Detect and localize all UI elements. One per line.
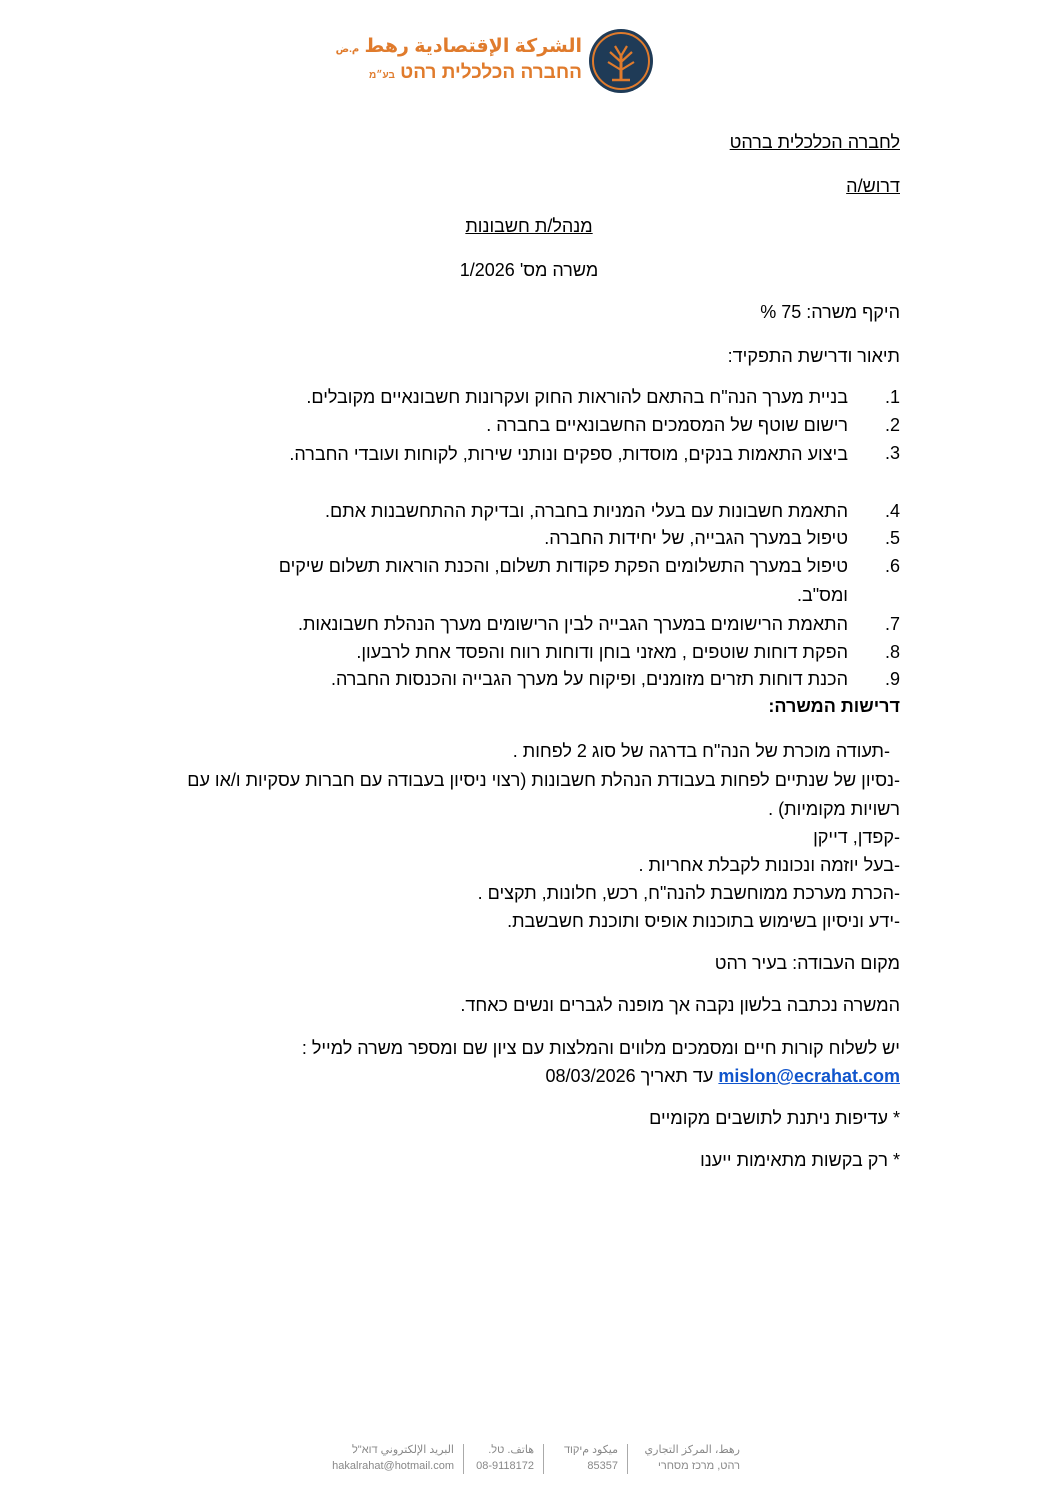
logo-text xyxy=(335,36,582,88)
footer-divider xyxy=(463,1444,464,1474)
priority-note: * עדיפות ניתנת לתושבים מקומיים xyxy=(649,1108,900,1128)
duty-text: הפקת דוחות שוטפים , מאזני בוחן ודוחות רווח והפסד אחת לרבעון. xyxy=(356,642,848,662)
footer-email xyxy=(332,1442,454,1474)
requirement-item: -הכרת מערכת ממוחשבת להנה"ח, רכש, חלונות, תקצים . xyxy=(477,883,900,903)
duty-number: 9. xyxy=(884,669,900,689)
duty-item xyxy=(250,552,900,610)
duty-text: התאמת הרישומים במערך הגבייה לבין הרישומים מערך הנהלת חשבונאות. xyxy=(297,614,848,634)
duty-item xyxy=(280,439,900,469)
duty-item xyxy=(160,638,900,666)
recipient-line: לחברה הכלכלית ברהט xyxy=(729,132,900,152)
contact-line xyxy=(546,1062,900,1090)
footer-phone-value: 08-9118172 xyxy=(476,1460,534,1472)
duty-text: טיפול במערך הגבייה, של יחידות החברה. xyxy=(544,528,848,548)
footer-address-arabic: رهط، المركز التجاري xyxy=(644,1444,740,1456)
reply-note: * רק בקשות מתאימות ייענו xyxy=(700,1150,900,1170)
footer-address xyxy=(645,1442,740,1474)
footer xyxy=(330,1442,740,1478)
duty-text: בניית מערך הנה"ח בהתאם להוראות החוק ועקרונות חשבונאיים מקובלים. xyxy=(306,387,848,407)
duty-item xyxy=(160,383,900,411)
duty-text: רישום שוטף של המסמכים החשבונאיים בחברה . xyxy=(486,415,848,435)
footer-phone-label: هاتف. טל. xyxy=(488,1444,534,1456)
duty-number: 2. xyxy=(884,415,900,435)
duty-text: הכנת דוחות תזרים מזומנים, ופיקוח על מערך הגבייה והכנסות החברה. xyxy=(330,669,848,689)
deadline: עד תאריך 08/03/2026 xyxy=(545,1066,714,1086)
description-heading: תיאור ודרישת התפקיד: xyxy=(727,346,900,366)
footer-zip xyxy=(564,1442,618,1474)
duty-text: טיפול במערך התשלומים הפקת פקודות תשלום, והכנת הוראות תשלום שיקים ומס"ב. xyxy=(278,556,848,605)
footer-divider xyxy=(627,1444,628,1474)
footer-email-value: hakalrahat@hotmail.com xyxy=(332,1460,454,1472)
send-instruction: יש לשלוח קורות חיים ומסמכים מלווים והמלצות עם ציון שם ומספר משרה למייל : xyxy=(301,1038,900,1058)
requirement-item: -נסיון של שנתיים לפחות בעבודת הנהלת חשבונות (רצוי ניסיון בעבודה עם חברות עסקיות ו/או עם רשויות מקומיות) . xyxy=(187,770,900,819)
duty-item xyxy=(160,610,900,638)
duty-number: 1. xyxy=(884,387,900,407)
company-logo xyxy=(335,28,656,96)
footer-address-hebrew: רהט, מרכז מסחרי xyxy=(658,1460,740,1472)
logo-line-hebrew: החברה הכלכלית רהט xyxy=(400,62,582,83)
logo-tag-hebrew: בע״מ xyxy=(369,70,395,81)
duty-number: 4. xyxy=(884,501,900,521)
requirements-heading: דרישות המשרה: xyxy=(768,696,900,716)
duty-item xyxy=(160,411,900,439)
requirement-item: -בעל יוזמה ונכונות לקבלת אחריות . xyxy=(638,855,900,875)
logo-line-arabic: الشركة الإقتصادية رهط xyxy=(364,36,582,57)
footer-zip-label: ميكود مיקוד xyxy=(563,1444,618,1456)
work-location: מקום העבודה: בעיר רהט xyxy=(714,953,900,973)
job-scope: היקף משרה: 75 % xyxy=(760,302,900,322)
tree-emblem-icon xyxy=(588,28,654,94)
footer-phone xyxy=(476,1442,534,1474)
requirement-item: -קפדן, דייקן xyxy=(813,827,900,847)
duty-number: 7. xyxy=(884,614,900,634)
footer-email-label: البريد الإلكتروني דוא"ל xyxy=(351,1444,454,1456)
footer-zip-value: 85357 xyxy=(587,1460,618,1472)
duty-number: 6. xyxy=(884,556,900,576)
duty-text: ביצוע התאמות בנקים, מוסדות, ספקים ונותני שירות, לקוחות ועובדי החברה. xyxy=(289,444,848,464)
duty-number: 5. xyxy=(884,528,900,548)
duty-number: 3. xyxy=(884,443,900,463)
job-title: מנהל/ת חשבונות xyxy=(465,216,593,236)
duty-text: התאמת חשבונות עם בעלי המניות בחברה, ובדיקת ההתחשבנות אתם. xyxy=(325,501,848,521)
duty-item xyxy=(160,665,900,693)
footer-divider xyxy=(543,1444,544,1474)
duty-item xyxy=(160,524,900,552)
requirement-item: -ידע וניסיון בשימוש בתוכנות אופיס ותוכנת חשבשבת. xyxy=(507,911,900,931)
duty-number: 8. xyxy=(884,642,900,662)
gender-note: המשרה נכתבה בלשון נקבה אך מופנה לגברים ונשים כאחד. xyxy=(460,995,900,1015)
requirement-item: -תעודה מוכרת של הנה"ח בדרגה של סוג 2 לפחות . xyxy=(512,741,890,761)
logo-tag-arabic: م.ض xyxy=(335,44,360,55)
email-link[interactable]: mislon@ecrahat.com xyxy=(718,1066,900,1086)
duty-item xyxy=(160,497,900,525)
wanted-line: דרוש/ה xyxy=(846,176,900,196)
job-number: משרה מס' 1/2026 xyxy=(459,260,599,280)
